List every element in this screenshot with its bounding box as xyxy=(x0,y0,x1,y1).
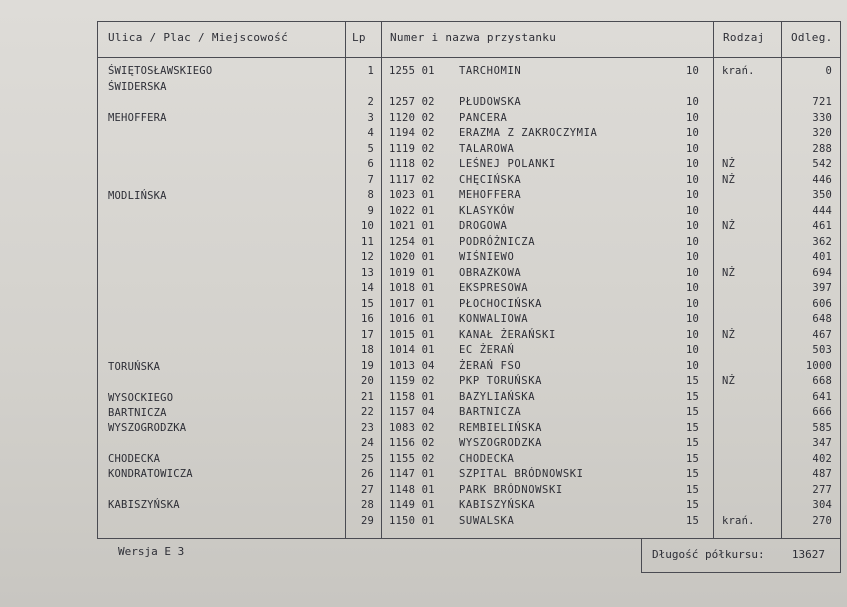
stop-code: 1014 01 xyxy=(389,344,435,356)
street-name: CHODECKA xyxy=(108,453,161,465)
stop-name: EC ŻERAŃ xyxy=(459,344,515,356)
row-lp: 12 xyxy=(360,251,374,263)
stop-name: KONWALIOWA xyxy=(459,313,529,325)
distance: 330 xyxy=(812,111,832,124)
zone: 15 xyxy=(686,452,700,465)
row-lp: 25 xyxy=(360,452,374,465)
stop-name: TALAROWA xyxy=(459,142,515,155)
col-divider xyxy=(713,21,714,539)
distance: 446 xyxy=(812,173,832,186)
row-lp: 18 xyxy=(360,344,374,356)
zone: 10 xyxy=(686,359,700,372)
row-lp: 11 xyxy=(360,235,374,248)
stop-code: 1017 01 xyxy=(389,297,435,310)
stop-name: ŻERAŃ FSO xyxy=(459,359,522,372)
stop-name: PŁUDOWSKA xyxy=(459,96,522,108)
version-label: Wersja E 3 xyxy=(118,545,185,558)
distance: 721 xyxy=(812,96,832,108)
distance: 362 xyxy=(812,235,832,248)
stop-code: 1118 02 xyxy=(389,158,435,170)
header-divider xyxy=(97,57,841,58)
stop-code: 1083 02 xyxy=(389,421,435,434)
stop-name: ERAZMA Z ZAKROCZYMIA xyxy=(459,127,598,139)
zone: 10 xyxy=(686,173,700,186)
stop-kind: NŻ xyxy=(722,375,736,387)
row-lp: 26 xyxy=(360,468,374,480)
stop-code: 1015 01 xyxy=(389,328,435,341)
stop-name: PANCERA xyxy=(459,111,508,124)
stop-kind: NŻ xyxy=(722,158,736,170)
stop-name: CHODECKA xyxy=(459,452,515,465)
stop-code: 1117 02 xyxy=(389,173,435,186)
distance: 641 xyxy=(812,390,832,403)
stop-name: KLASYKÓW xyxy=(459,204,515,217)
length-label: Długość półkursu: xyxy=(652,548,765,561)
distance: 542 xyxy=(812,158,832,170)
zone: 15 xyxy=(686,375,700,387)
row-lp: 3 xyxy=(367,111,374,124)
zone: 15 xyxy=(686,390,700,403)
zone: 15 xyxy=(686,437,700,449)
row-lp: 9 xyxy=(367,204,374,217)
stop-name: SUWALSKA xyxy=(459,514,515,527)
distance: 461 xyxy=(812,220,832,232)
stop-name: PODRÓŻNICZA xyxy=(459,235,536,248)
length-value: 13627 xyxy=(791,548,825,561)
distance: 320 xyxy=(812,127,832,139)
stop-name: REMBIELIŃSKA xyxy=(459,421,543,434)
stop-name: KANAŁ ŻERAŃSKI xyxy=(459,328,556,341)
row-lp: 5 xyxy=(367,142,374,155)
row-lp: 7 xyxy=(367,173,374,186)
distance: 666 xyxy=(812,406,832,418)
stop-name: MEHOFFERA xyxy=(459,189,522,201)
stop-code: 1159 02 xyxy=(389,375,435,387)
stop-name: WIŚNIEWO xyxy=(459,251,515,263)
route-length xyxy=(652,548,825,561)
distance: 288 xyxy=(812,142,832,155)
stop-name: DROGOWA xyxy=(459,220,508,232)
stop-name: PARK BRÓDNOWSKI xyxy=(459,483,563,496)
zone: 15 xyxy=(686,499,700,511)
row-lp: 15 xyxy=(360,297,374,310)
distance: 402 xyxy=(812,452,832,465)
zone: 10 xyxy=(686,282,700,294)
stop-kind: NŻ xyxy=(722,266,736,279)
distance: 606 xyxy=(812,297,832,310)
row-lp: 20 xyxy=(360,375,374,387)
distance: 1000 xyxy=(805,359,832,372)
stop-name: BARTNICZA xyxy=(459,406,522,418)
zone: 10 xyxy=(686,313,700,325)
zone: 10 xyxy=(686,328,700,341)
row-lp: 24 xyxy=(360,437,374,449)
row-lp: 29 xyxy=(360,514,374,527)
stop-code: 1150 01 xyxy=(389,514,435,527)
stop-code: 1155 02 xyxy=(389,452,435,465)
row-lp: 14 xyxy=(360,282,374,294)
row-lp: 19 xyxy=(360,359,374,372)
stop-code: 1021 01 xyxy=(389,220,435,232)
stop-kind: NŻ xyxy=(722,328,736,341)
stop-name: OBRAZKOWA xyxy=(459,266,522,279)
row-lp: 6 xyxy=(367,158,374,170)
distance: 694 xyxy=(812,266,832,279)
street-name: ŚWIDERSKA xyxy=(108,81,167,93)
zone: 10 xyxy=(686,251,700,263)
distance: 0 xyxy=(825,65,832,77)
distance: 277 xyxy=(812,483,832,496)
zone: 10 xyxy=(686,142,700,155)
zone: 15 xyxy=(686,514,700,527)
distance: 350 xyxy=(812,189,832,201)
row-lp: 17 xyxy=(360,328,374,341)
stop-code: 1147 01 xyxy=(389,468,435,480)
stop-code: 1120 02 xyxy=(389,111,435,124)
stop-code: 1018 01 xyxy=(389,282,435,294)
stop-code: 1148 01 xyxy=(389,483,435,496)
distance: 397 xyxy=(812,282,832,294)
row-lp: 27 xyxy=(360,483,374,496)
row-lp: 21 xyxy=(360,390,374,403)
zone: 10 xyxy=(686,344,700,356)
stop-code: 1255 01 xyxy=(389,65,435,77)
stop-name: PKP TORUŃSKA xyxy=(459,375,543,387)
zone: 10 xyxy=(686,127,700,139)
street-name: TORUŃSKA xyxy=(108,361,161,373)
col-divider xyxy=(381,21,382,539)
stop-kind: NŻ xyxy=(722,220,736,232)
header-street: Ulica / Plac / Miejscowość xyxy=(108,31,288,44)
zone: 15 xyxy=(686,406,700,418)
row-lp: 2 xyxy=(367,96,374,108)
zone: 10 xyxy=(686,266,700,279)
distance: 270 xyxy=(812,514,832,527)
row-lp: 10 xyxy=(360,220,374,232)
street-name: ŚWIĘTOSŁAWSKIEGO xyxy=(108,65,213,77)
stop-name: BAZYLIAŃSKA xyxy=(459,390,536,403)
stop-name: KABISZYŃSKA xyxy=(459,499,536,511)
stop-code: 1257 02 xyxy=(389,96,435,108)
distance: 487 xyxy=(812,468,832,480)
stop-name: EKSPRESOWA xyxy=(459,282,529,294)
zone: 10 xyxy=(686,220,700,232)
distance: 401 xyxy=(812,251,832,263)
distance: 467 xyxy=(812,328,832,341)
zone: 15 xyxy=(686,421,700,434)
header-kind: Rodzaj xyxy=(723,31,765,44)
stop-code: 1194 02 xyxy=(389,127,435,139)
stop-code: 1149 01 xyxy=(389,499,435,511)
header-lp: Lp xyxy=(352,31,366,44)
row-lp: 1 xyxy=(367,65,374,77)
zone: 10 xyxy=(686,204,700,217)
stop-code: 1119 02 xyxy=(389,142,435,155)
zone: 10 xyxy=(686,158,700,170)
street-name: WYSZOGRODZKA xyxy=(108,422,187,434)
distance: 304 xyxy=(812,499,832,511)
zone: 10 xyxy=(686,235,700,248)
street-name: KONDRATOWICZA xyxy=(108,468,193,480)
street-name: MODLIŃSKA xyxy=(108,190,167,202)
stop-kind: krań. xyxy=(722,65,755,77)
stop-name: LEŚNEJ POLANKI xyxy=(459,158,556,170)
header-dist: Odleg. xyxy=(791,31,833,44)
stop-code: 1013 04 xyxy=(389,359,435,372)
street-name: BARTNICZA xyxy=(108,407,167,419)
stop-name: SZPITAL BRÓDNOWSKI xyxy=(459,468,584,480)
distance: 347 xyxy=(812,437,832,449)
row-lp: 22 xyxy=(360,406,374,418)
stop-kind: krań. xyxy=(722,514,755,527)
stop-code: 1022 01 xyxy=(389,204,435,217)
row-lp: 8 xyxy=(367,189,374,201)
zone: 10 xyxy=(686,189,700,201)
row-lp: 4 xyxy=(367,127,374,139)
zone: 10 xyxy=(686,111,700,124)
stop-kind: NŻ xyxy=(722,173,736,186)
distance: 668 xyxy=(812,375,832,387)
distance: 648 xyxy=(812,313,832,325)
stop-code: 1023 01 xyxy=(389,189,435,201)
stop-code: 1254 01 xyxy=(389,235,435,248)
zone: 15 xyxy=(686,468,700,480)
stop-name: CHĘCIŃSKA xyxy=(459,173,522,186)
zone: 10 xyxy=(686,297,700,310)
street-name: MEHOFFERA xyxy=(108,112,167,124)
zone: 10 xyxy=(686,96,700,108)
zone: 15 xyxy=(686,483,700,496)
street-name: KABISZYŃSKA xyxy=(108,499,180,511)
stop-code: 1020 01 xyxy=(389,251,435,263)
distance: 503 xyxy=(812,344,832,356)
stop-code: 1016 01 xyxy=(389,313,435,325)
distance: 585 xyxy=(812,421,832,434)
stop-code: 1019 01 xyxy=(389,266,435,279)
stop-code: 1156 02 xyxy=(389,437,435,449)
street-name: WYSOCKIEGO xyxy=(108,392,174,404)
row-lp: 23 xyxy=(360,421,374,434)
stop-code: 1158 01 xyxy=(389,390,435,403)
distance: 444 xyxy=(812,204,832,217)
stop-name: PŁOCHOCIŃSKA xyxy=(459,297,543,310)
row-lp: 16 xyxy=(360,313,374,325)
col-divider xyxy=(781,21,782,539)
header-stop: Numer i nazwa przystanku xyxy=(390,31,557,44)
stop-name: TARCHOMIN xyxy=(459,65,522,77)
stop-name: WYSZOGRODZKA xyxy=(459,437,543,449)
row-lp: 28 xyxy=(360,499,374,511)
row-lp: 13 xyxy=(360,266,374,279)
zone: 10 xyxy=(686,65,700,77)
stop-code: 1157 04 xyxy=(389,406,435,418)
